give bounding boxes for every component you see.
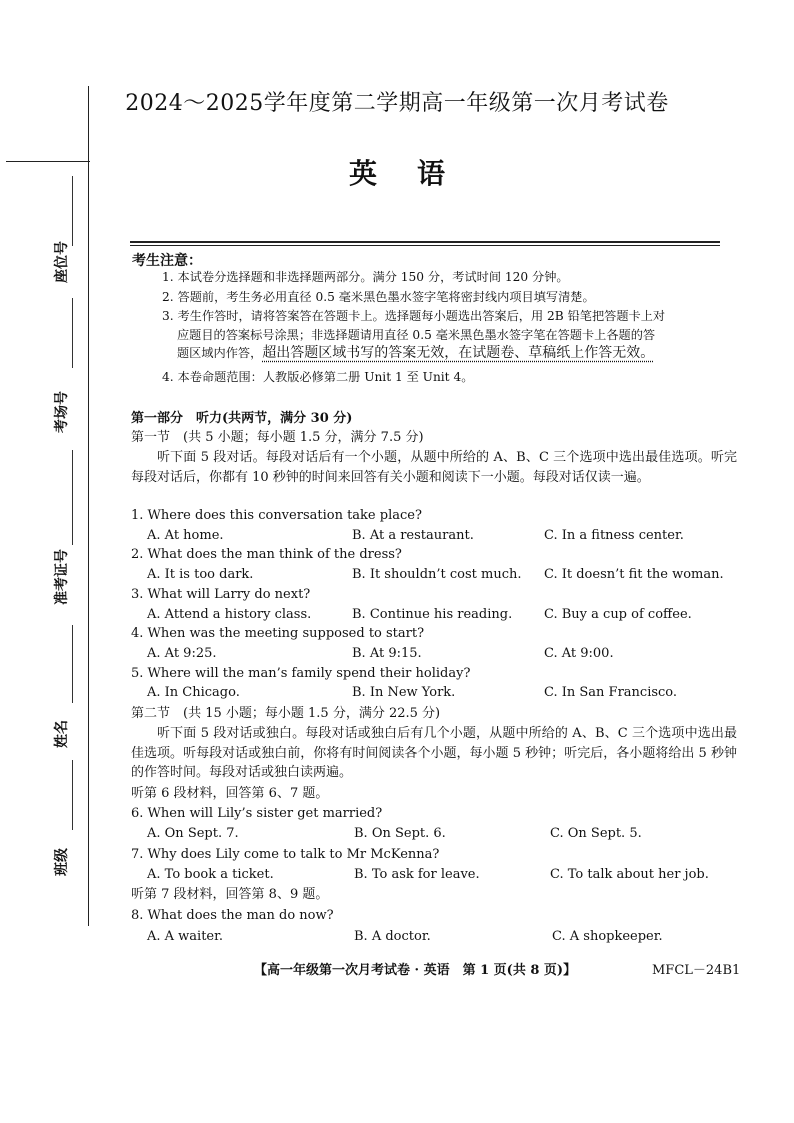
q6-option-b[interactable]: B. On Sept. 6. [354,826,446,841]
question-5: 5. Where will the man’s family spend their holiday? [131,666,471,681]
notice-item-3b: 应题目的答案标号涂黑；非选择题请用直径 0.5 毫米黑色墨水签字笔在答题卡上各题的答 [177,328,656,342]
notice-heading: 考生注意： [132,253,202,269]
binding-line [88,86,89,926]
exam-id-label: 准考证号 [54,549,70,605]
section1-instructions: 听下面 5 段对话。每段对话后有一个小题，从题中所给的 A、B、C 三个选项中选出最佳选项。听完每段对话后，你都有 10 秒钟的时间来回答有关小题和阅读下一小题。每段对话仅读一遍。 [131,450,737,485]
q2-option-b[interactable]: B. It shouldn’t cost much. [352,567,522,582]
q2-option-c[interactable]: C. It doesn’t fit the woman. [544,567,724,582]
q3-option-c[interactable]: C. Buy a cup of coffee. [544,607,692,622]
title-rule-thin [130,245,720,246]
q8-option-b[interactable]: B. A doctor. [354,929,431,944]
question-7: 7. Why does Lily come to talk to Mr McKenna? [131,847,440,862]
q5-option-b[interactable]: B. In New York. [352,685,456,700]
q4-option-b[interactable]: B. At 9:15. [352,646,422,661]
question-2: 2. What does the man think of the dress? [131,547,402,562]
q4-option-a[interactable]: A. At 9:25. [147,646,217,661]
question-8: 8. What does the man do now? [131,908,334,923]
q8-option-c[interactable]: C. A shopkeeper. [552,929,663,944]
notice-item-4: 4. 本卷命题范围：人教版必修第二册 Unit 1 至 Unit 4。 [162,370,474,384]
question-6: 6. When will Lily’s sister get married? [131,806,383,821]
subject-title: 英语 [348,157,485,190]
q1-option-b[interactable]: B. At a restaurant. [352,528,474,543]
class-label: 班级 [54,848,70,876]
q4-option-c[interactable]: C. At 9:00. [544,646,614,661]
name-label: 姓名 [54,720,70,748]
exam-room-label: 考场号 [54,391,70,433]
seat-number-label: 座位号 [54,241,70,283]
question-4: 4. When was the meeting supposed to start? [131,626,425,641]
listen-material-7: 听第 7 段材料，回答第 8、9 题。 [131,887,329,902]
question-3: 3. What will Larry do next? [131,587,311,602]
exam-id-field[interactable] [72,625,73,703]
q3-option-b[interactable]: B. Continue his reading. [352,607,513,622]
section2-heading: 第二节 (共 15 小题；每小题 1.5 分，满分 22.5 分) [131,706,441,721]
q2-option-a[interactable]: A. It is too dark. [147,567,254,582]
notice-item-3c-pre: 题区域内作答， [177,346,263,360]
question-1: 1. Where does this conversation take place? [131,508,422,523]
exam-code: MFCL－24B1 [652,963,741,978]
notice-item-2: 2. 答题前，考生务必用直径 0.5 毫米黑色墨水签字笔将密封线内项目填写清楚。 [162,290,595,304]
title-rule [130,241,720,243]
seat-number-field-lower[interactable] [72,298,73,368]
q7-option-a[interactable]: A. To book a ticket. [147,867,274,882]
q1-option-c[interactable]: C. In a fitness center. [544,528,684,543]
q5-option-c[interactable]: C. In San Francisco. [544,685,678,700]
exam-room-field[interactable] [72,450,73,545]
listen-material-6: 听第 6 段材料，回答第 6、7 题。 [131,786,329,801]
notice-item-1: 1. 本试卷分选择题和非选择题两部分。满分 150 分，考试时间 120 分钟。 [162,270,569,284]
q5-option-a[interactable]: A. In Chicago. [147,685,240,700]
name-field[interactable] [72,760,73,830]
notice-item-3a: 3. 考生作答时，请将答案答在答题卡上。选择题每小题选出答案后，用 2B 铅笔把答题卡上对 [162,309,666,323]
section1-heading: 第一节 (共 5 小题；每小题 1.5 分，满分 7.5 分) [131,430,424,445]
exam-title: 2024～2025学年度第二学期高一年级第一次月考试卷 [125,91,669,116]
notice-emphasis: 超出答题区域书写的答案无效，在试题卷、草稿纸上作答无效。 [262,345,655,361]
q1-option-a[interactable]: A. At home. [147,528,224,543]
page-footer: 【高一年级第一次月考试卷 · 英语 第 1 页(共 8 页)】 [254,963,577,978]
q6-option-a[interactable]: A. On Sept. 7. [147,826,239,841]
part1-heading: 第一部分 听力(共两节，满分 30 分) [131,411,353,426]
q7-option-b[interactable]: B. To ask for leave. [354,867,480,882]
q6-option-c[interactable]: C. On Sept. 5. [550,826,642,841]
q3-option-a[interactable]: A. Attend a history class. [147,607,312,622]
q7-option-c[interactable]: C. To talk about her job. [550,867,709,882]
section2-instructions: 听下面 5 段对话或独白。每段对话或独白后有几个小题，从题中所给的 A、B、C 三个选项中选出最佳选项。听每段对话或独白前，你将有时间阅读各个小题，每小题 5 秒钟；听完后，各小题将给出 5 秒钟的作答时间。每段对话或独白读两遍。 [131,726,737,780]
notice-item-3c [177,344,747,363]
q8-option-a[interactable]: A. A waiter. [147,929,224,944]
